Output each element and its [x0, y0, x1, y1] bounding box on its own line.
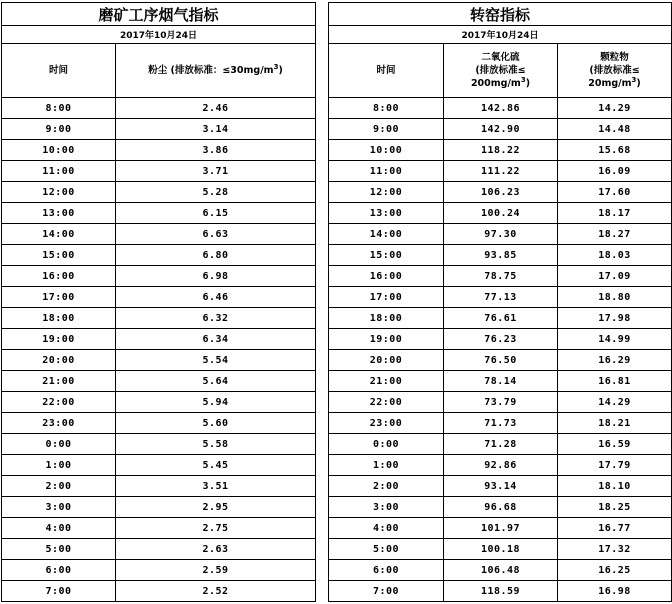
- dust-value-cell: 6.80: [116, 245, 316, 266]
- table-row: [329, 287, 672, 308]
- dust-value-cell: 5.60: [116, 413, 316, 434]
- table-row: [329, 98, 672, 119]
- particulate-value-cell: 18.27: [558, 224, 672, 245]
- table-row: [329, 350, 672, 371]
- time-cell: 22:00: [329, 392, 444, 413]
- so2-value-cell: 76.50: [444, 350, 558, 371]
- table-row: [2, 182, 316, 203]
- so2-value-cell: 142.86: [444, 98, 558, 119]
- table-row: [329, 539, 672, 560]
- table-row: [329, 308, 672, 329]
- table-row: [329, 245, 672, 266]
- time-cell: 11:00: [329, 161, 444, 182]
- time-cell: 15:00: [329, 245, 444, 266]
- table-row: [329, 224, 672, 245]
- particulate-value-cell: 16.59: [558, 434, 672, 455]
- so2-value-cell: 106.48: [444, 560, 558, 581]
- time-cell: 2:00: [2, 476, 116, 497]
- so2-value-cell: 118.59: [444, 581, 558, 602]
- particulate-value-cell: 17.98: [558, 308, 672, 329]
- particulate-value-cell: 16.29: [558, 350, 672, 371]
- time-cell: 10:00: [2, 140, 116, 161]
- time-cell: 17:00: [329, 287, 444, 308]
- table-row: [2, 224, 316, 245]
- particulate-value-cell: 16.77: [558, 518, 672, 539]
- table-row: [329, 329, 672, 350]
- rotary-kiln-table: [328, 2, 672, 602]
- time-cell: 13:00: [2, 203, 116, 224]
- particulate-value-cell: 18.25: [558, 497, 672, 518]
- so2-value-cell: 97.30: [444, 224, 558, 245]
- grinding-flue-gas-table: [1, 2, 316, 602]
- particulate-value-cell: 16.81: [558, 371, 672, 392]
- table-row: [2, 203, 316, 224]
- table-row: [2, 245, 316, 266]
- table-row: [329, 203, 672, 224]
- table-row: [2, 329, 316, 350]
- particulate-value-cell: 18.10: [558, 476, 672, 497]
- dust-value-cell: 5.94: [116, 392, 316, 413]
- particulate-value-cell: 14.29: [558, 392, 672, 413]
- table-row: [2, 119, 316, 140]
- table-row: [2, 287, 316, 308]
- table-row: [2, 581, 316, 602]
- table-row: [329, 182, 672, 203]
- table-row: [2, 434, 316, 455]
- table-row: [329, 455, 672, 476]
- time-cell: 13:00: [329, 203, 444, 224]
- table-row: [2, 371, 316, 392]
- table-row: [329, 518, 672, 539]
- time-cell: 11:00: [2, 161, 116, 182]
- time-cell: 8:00: [329, 98, 444, 119]
- time-cell: 14:00: [329, 224, 444, 245]
- col-header-so2: 二氧化硫 (排放标准≤ $200mg/m^3$): [444, 44, 558, 98]
- time-cell: 21:00: [2, 371, 116, 392]
- so2-value-cell: 93.14: [444, 476, 558, 497]
- grinding-table-date: 2017年10月24日: [2, 26, 316, 44]
- time-cell: 16:00: [2, 266, 116, 287]
- table-row: [2, 350, 316, 371]
- particulate-value-cell: 17.32: [558, 539, 672, 560]
- dust-value-cell: 6.46: [116, 287, 316, 308]
- time-cell: 6:00: [329, 560, 444, 581]
- grinding-table-title: 磨矿工序烟气指标: [2, 3, 316, 26]
- particulate-value-cell: 14.29: [558, 98, 672, 119]
- time-cell: 17:00: [2, 287, 116, 308]
- so2-value-cell: 106.23: [444, 182, 558, 203]
- time-cell: 0:00: [2, 434, 116, 455]
- time-cell: 21:00: [329, 371, 444, 392]
- dust-value-cell: 5.28: [116, 182, 316, 203]
- so2-value-cell: 93.85: [444, 245, 558, 266]
- time-cell: 15:00: [2, 245, 116, 266]
- table-row: [2, 308, 316, 329]
- so2-value-cell: 142.90: [444, 119, 558, 140]
- particulate-value-cell: 14.48: [558, 119, 672, 140]
- time-cell: 23:00: [329, 413, 444, 434]
- time-cell: 0:00: [329, 434, 444, 455]
- so2-value-cell: 71.73: [444, 413, 558, 434]
- so2-value-cell: 92.86: [444, 455, 558, 476]
- so2-value-cell: 100.24: [444, 203, 558, 224]
- table-row: [329, 392, 672, 413]
- time-cell: 1:00: [329, 455, 444, 476]
- so2-value-cell: 118.22: [444, 140, 558, 161]
- table-row: [329, 140, 672, 161]
- dust-value-cell: 5.64: [116, 371, 316, 392]
- time-cell: 8:00: [2, 98, 116, 119]
- table-row: [2, 98, 316, 119]
- time-cell: 12:00: [329, 182, 444, 203]
- particulate-value-cell: 16.25: [558, 560, 672, 581]
- time-cell: 9:00: [329, 119, 444, 140]
- col-header-time: 时间: [329, 44, 444, 98]
- dust-value-cell: 2.59: [116, 560, 316, 581]
- particulate-value-cell: 18.21: [558, 413, 672, 434]
- particulate-value-cell: 14.99: [558, 329, 672, 350]
- table-row: [329, 371, 672, 392]
- dust-value-cell: 5.54: [116, 350, 316, 371]
- dust-value-cell: 3.71: [116, 161, 316, 182]
- time-cell: 2:00: [329, 476, 444, 497]
- table-row: [329, 119, 672, 140]
- time-cell: 7:00: [2, 581, 116, 602]
- dust-value-cell: 2.63: [116, 539, 316, 560]
- dust-value-cell: 2.75: [116, 518, 316, 539]
- kiln-table-date: 2017年10月24日: [329, 26, 672, 44]
- dust-value-cell: 5.58: [116, 434, 316, 455]
- col-header-particulate: 颗粒物 (排放标准≤ $20mg/m^3$): [558, 44, 672, 98]
- so2-value-cell: 77.13: [444, 287, 558, 308]
- table-row: [2, 518, 316, 539]
- time-cell: 9:00: [2, 119, 116, 140]
- so2-value-cell: 76.61: [444, 308, 558, 329]
- particulate-value-cell: 17.09: [558, 266, 672, 287]
- table-row: [329, 476, 672, 497]
- table-row: [2, 560, 316, 581]
- time-cell: 6:00: [2, 560, 116, 581]
- col-header-time: 时间: [2, 44, 116, 98]
- particulate-value-cell: 16.09: [558, 161, 672, 182]
- particulate-value-cell: 17.60: [558, 182, 672, 203]
- time-cell: 14:00: [2, 224, 116, 245]
- particulate-value-cell: 17.79: [558, 455, 672, 476]
- dust-value-cell: 3.86: [116, 140, 316, 161]
- table-row: [2, 266, 316, 287]
- table-row: [2, 413, 316, 434]
- time-cell: 7:00: [329, 581, 444, 602]
- time-cell: 18:00: [2, 308, 116, 329]
- dust-value-cell: 6.34: [116, 329, 316, 350]
- particulate-value-cell: 18.17: [558, 203, 672, 224]
- particulate-value-cell: 18.03: [558, 245, 672, 266]
- dust-value-cell: 2.52: [116, 581, 316, 602]
- so2-value-cell: 76.23: [444, 329, 558, 350]
- particulate-value-cell: 18.80: [558, 287, 672, 308]
- table-row: [2, 539, 316, 560]
- dust-value-cell: 3.14: [116, 119, 316, 140]
- dust-value-cell: 2.46: [116, 98, 316, 119]
- dust-value-cell: 5.45: [116, 455, 316, 476]
- time-cell: 16:00: [329, 266, 444, 287]
- time-cell: 1:00: [2, 455, 116, 476]
- time-cell: 18:00: [329, 308, 444, 329]
- table-row: [2, 455, 316, 476]
- time-cell: 23:00: [2, 413, 116, 434]
- time-cell: 20:00: [329, 350, 444, 371]
- table-row: [2, 392, 316, 413]
- dust-value-cell: 6.98: [116, 266, 316, 287]
- table-row: [329, 560, 672, 581]
- particulate-value-cell: 16.98: [558, 581, 672, 602]
- so2-value-cell: 100.18: [444, 539, 558, 560]
- so2-value-cell: 73.79: [444, 392, 558, 413]
- table-row: [329, 434, 672, 455]
- particulate-value-cell: 15.68: [558, 140, 672, 161]
- time-cell: 5:00: [2, 539, 116, 560]
- table-row: [329, 161, 672, 182]
- so2-value-cell: 78.75: [444, 266, 558, 287]
- kiln-table-title: 转窑指标: [329, 3, 672, 26]
- time-cell: 20:00: [2, 350, 116, 371]
- so2-value-cell: 101.97: [444, 518, 558, 539]
- so2-value-cell: 71.28: [444, 434, 558, 455]
- time-cell: 4:00: [329, 518, 444, 539]
- dust-value-cell: 6.32: [116, 308, 316, 329]
- table-row: [329, 266, 672, 287]
- so2-value-cell: 111.22: [444, 161, 558, 182]
- table-row: [329, 413, 672, 434]
- table-row: [2, 497, 316, 518]
- time-cell: 19:00: [2, 329, 116, 350]
- dust-value-cell: 6.63: [116, 224, 316, 245]
- time-cell: 19:00: [329, 329, 444, 350]
- so2-value-cell: 78.14: [444, 371, 558, 392]
- table-row: [2, 476, 316, 497]
- dust-value-cell: 6.15: [116, 203, 316, 224]
- so2-value-cell: 96.68: [444, 497, 558, 518]
- table-row: [329, 497, 672, 518]
- time-cell: 4:00: [2, 518, 116, 539]
- time-cell: 3:00: [329, 497, 444, 518]
- table-row: [2, 140, 316, 161]
- dust-value-cell: 2.95: [116, 497, 316, 518]
- time-cell: 3:00: [2, 497, 116, 518]
- time-cell: 5:00: [329, 539, 444, 560]
- dust-value-cell: 3.51: [116, 476, 316, 497]
- time-cell: 22:00: [2, 392, 116, 413]
- time-cell: 10:00: [329, 140, 444, 161]
- table-row: [2, 161, 316, 182]
- time-cell: 12:00: [2, 182, 116, 203]
- table-row: [329, 581, 672, 602]
- col-header-dust: 粉尘 (排放标准：$\le 30mg/m^3$): [116, 44, 316, 98]
